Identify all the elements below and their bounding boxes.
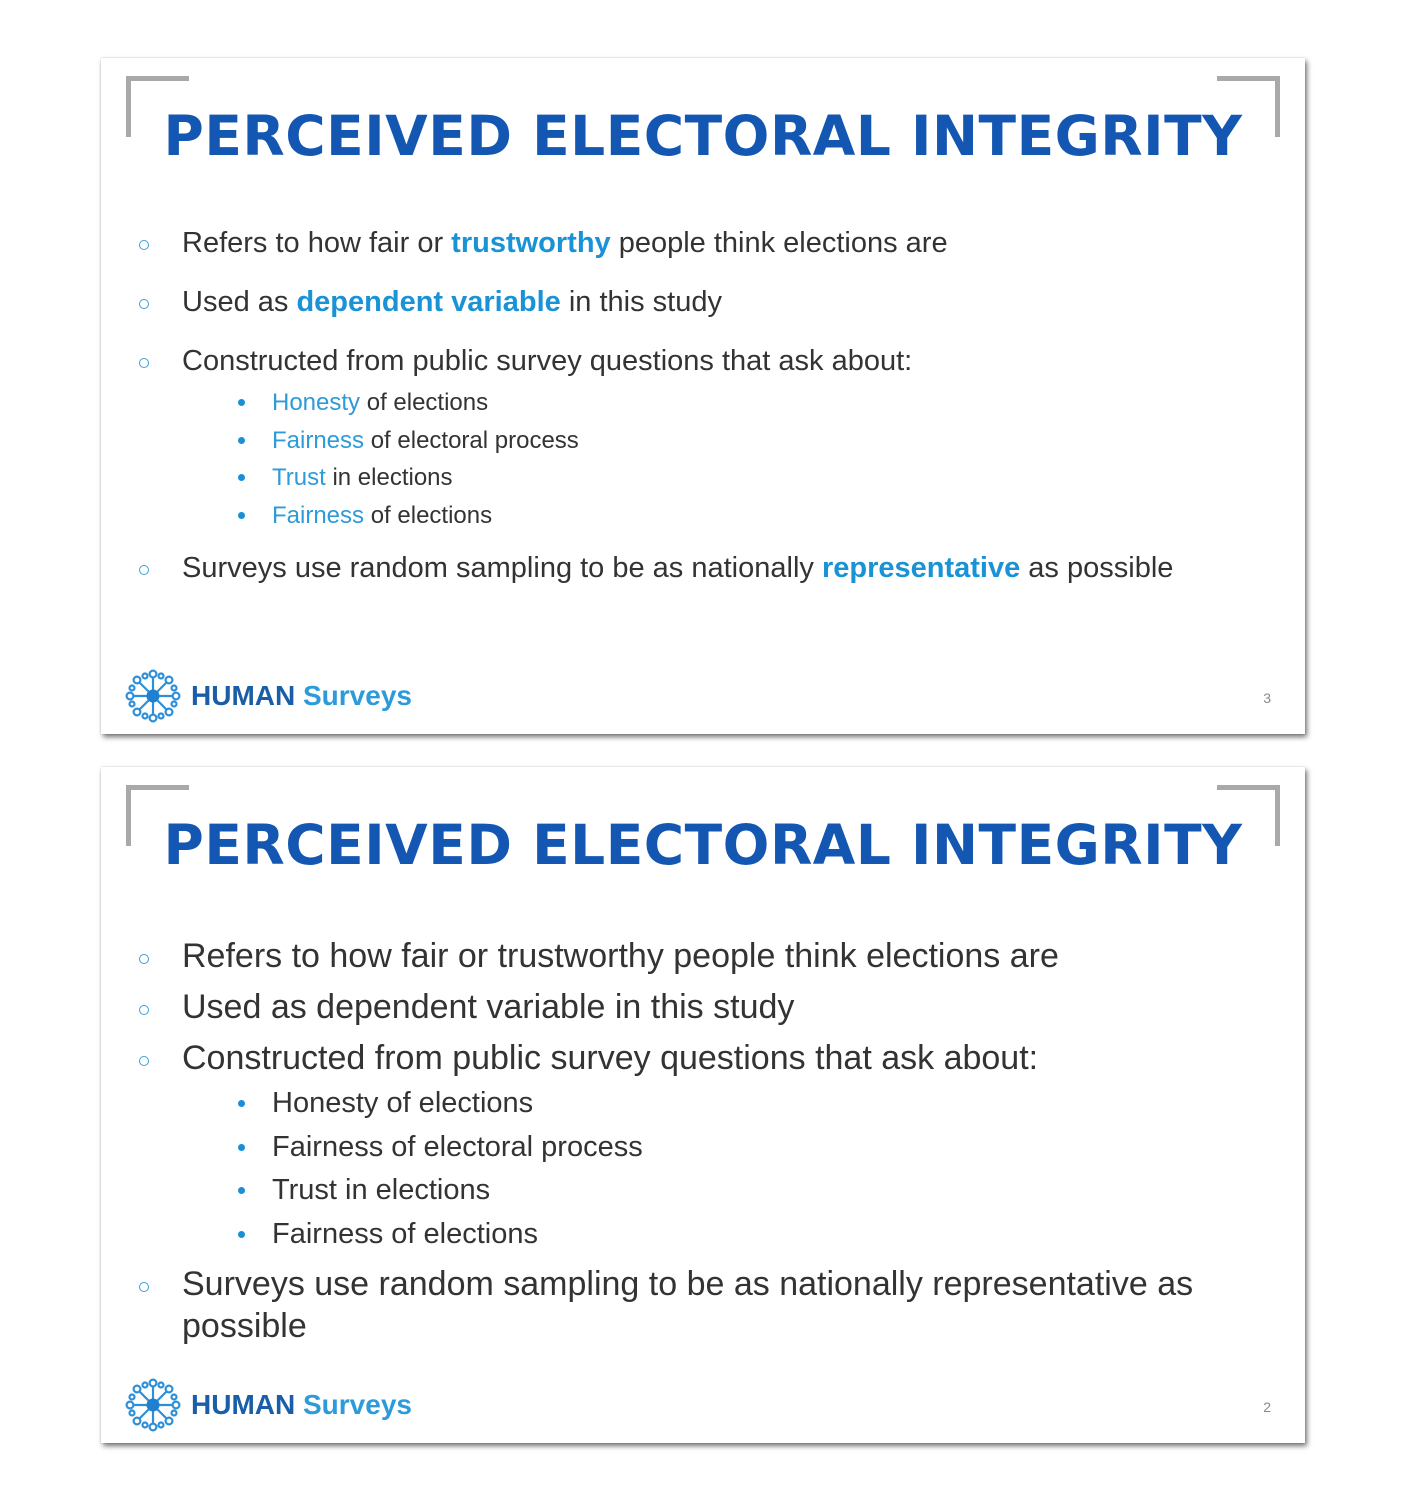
page-number: 3 [1263,690,1271,706]
sub-bullet-item: Trust in elections [182,1169,1265,1213]
bullet-item: Surveys use random sampling to be as nationally representative as possible [137,1263,1265,1347]
circle-bullet-icon [139,240,149,250]
network-snowflake-icon [125,669,181,723]
brand-name-human: HUMAN [191,1389,296,1420]
dot-bullet-icon [238,512,245,519]
sub-bullet-item: Trust in elections [182,459,1265,497]
circle-bullet-icon [139,1056,149,1066]
brand-logo [125,1378,412,1432]
dot-bullet-icon [238,1187,245,1194]
brand-name-surveys: Surveys [303,1389,412,1420]
dot-bullet-icon [238,1231,245,1238]
sub-bullet-item: Fairness of electoral process [182,422,1265,460]
bullet-item: Refers to how fair or trustworthy people think elections are [137,224,1265,262]
bullet-item: Constructed from public survey questions that ask about: Honesty of elections Fairness of electoral process Trust in elections Fairness of elections [137,1037,1265,1256]
circle-bullet-icon [139,299,149,309]
dot-bullet-icon [238,399,245,406]
sub-bullet-item: Honesty of elections [182,1082,1265,1126]
sub-bullet-item: Fairness of electoral process [182,1126,1265,1170]
highlight-term: trustworthy [451,227,611,259]
bullet-item: Surveys use random sampling to be as nationally representative as possible [137,549,1265,587]
bullet-list [137,935,1265,1356]
slide-title: PERCEIVED ELECTORAL INTEGRITY [163,813,1243,877]
dot-bullet-icon [238,437,245,444]
dot-bullet-icon [238,1144,245,1151]
sub-bullet-list [182,1082,1265,1256]
circle-bullet-icon [139,358,149,368]
sub-bullet-list [182,384,1265,534]
slide-3 [101,58,1305,734]
sub-bullet-item: Fairness of elections [182,1213,1265,1257]
highlight-term: dependent variable [296,286,561,318]
circle-bullet-icon [139,565,149,575]
circle-bullet-icon [139,1005,149,1015]
bullet-item: Used as dependent variable in this study [137,986,1265,1028]
brand-logo [125,669,412,723]
sub-bullet-item: Fairness of elections [182,497,1265,535]
dot-bullet-icon [238,474,245,481]
bullet-item: Refers to how fair or trustworthy people think elections are [137,935,1265,977]
network-snowflake-icon [125,1378,181,1432]
dot-bullet-icon [238,1100,245,1107]
slide-2 [101,767,1305,1443]
sub-bullet-item: Honesty of elections [182,384,1265,422]
bullet-list [137,224,1265,608]
slide-title: PERCEIVED ELECTORAL INTEGRITY [163,104,1243,168]
circle-bullet-icon [139,954,149,964]
circle-bullet-icon [139,1282,149,1292]
highlight-term: representative [821,552,1021,584]
brand-name-human: HUMAN [191,680,296,711]
bullet-item: Used as dependent variable in this study [137,283,1265,321]
page-number: 2 [1263,1399,1271,1415]
brand-name-surveys: Surveys [303,680,412,711]
bullet-item: Constructed from public survey questions that ask about: Honesty of elections Fairness of electoral process Trust in elections Fairness of elections [137,342,1265,534]
